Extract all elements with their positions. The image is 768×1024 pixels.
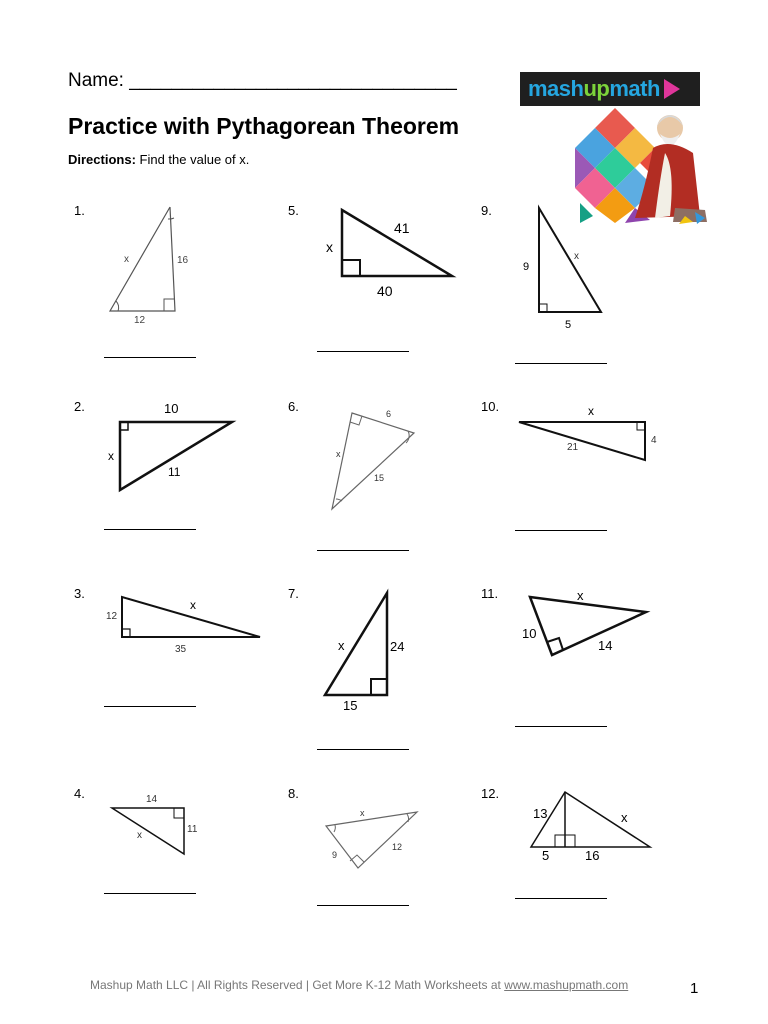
footer [90,978,628,992]
label-side: 15 [343,698,358,713]
footer-text: Mashup Math LLC | All Rights Reserved | Get More K-12 Math Worksheets at [90,978,505,992]
label-side: 11 [187,824,198,835]
problem-number: 5. [288,203,299,218]
label-side: 12 [106,611,118,622]
triangle-figure [103,585,268,660]
label-side: 12 [392,842,403,852]
answer-blank[interactable] [317,351,409,352]
label-side: 16 [585,848,600,863]
page-number: 1 [690,980,699,997]
answer-blank[interactable] [515,898,607,899]
label-side: 35 [175,644,187,655]
play-icon [664,79,680,99]
triangle-figure [312,585,417,720]
name-field[interactable]: Name: _______________________________ [68,70,457,91]
answer-blank[interactable] [317,550,409,551]
label-side: 40 [377,283,393,299]
triangle-figure [515,200,620,335]
triangle-figure [320,403,425,518]
label-x: x [621,810,628,825]
triangle-figure [100,200,190,325]
problem-number: 12. [481,786,500,801]
answer-blank[interactable] [104,706,196,707]
directions [68,152,249,167]
label-side: 9 [332,850,338,860]
label-x: x [326,239,333,255]
triangle-figure [517,780,662,865]
label-x: x [588,404,594,418]
triangle-figure [320,200,470,305]
triangle-figure [515,400,665,470]
label-side: 16 [177,255,189,266]
label-side: 9 [523,261,530,273]
label-x: x [360,808,365,818]
label-x: x [108,449,114,463]
label-side: 41 [394,220,410,236]
label-side: 11 [168,465,181,479]
label-side: 14 [146,794,158,805]
problem-number: 6. [288,399,299,414]
triangle-figure [320,800,425,875]
label-x: x [574,251,579,262]
label-side: 5 [565,319,572,331]
label-side: 12 [134,315,146,325]
triangle-figure [104,398,244,498]
label-x: x [338,638,345,653]
triangle-figure [104,784,204,864]
page-title: Practice with Pythagorean Theorem [68,113,460,139]
problem-number: 4. [74,786,85,801]
label-x: x [577,588,584,603]
answer-blank[interactable] [104,357,196,358]
problem-number: 11. [481,586,499,601]
problem-number: 9. [481,203,492,218]
problem-number: 1. [74,203,85,218]
problem-number: 7. [288,586,299,601]
answer-blank[interactable] [104,529,196,530]
answer-blank[interactable] [317,749,409,750]
problem-number: 8. [288,786,299,801]
answer-blank[interactable] [515,726,607,727]
label-side: 13 [533,806,548,821]
label-side: 14 [598,638,613,653]
label-side: 5 [542,848,550,863]
answer-blank[interactable] [317,905,409,906]
logo-part-c: math [609,76,660,101]
label-side: 24 [390,639,405,654]
label-side: 6 [386,409,392,419]
label-side: 10 [164,401,179,416]
problem-number: 10. [481,399,500,414]
logo-part-a: mash [528,76,584,101]
label-side: 21 [567,442,579,453]
footer-link[interactable]: www.mashupmath.com [504,978,629,992]
answer-blank[interactable] [515,530,607,531]
label-side: 10 [522,626,537,641]
label-x: x [190,598,196,612]
label-x: x [336,449,341,459]
problem-number: 3. [74,586,85,601]
logo-part-b: up [583,76,610,101]
triangle-figure [518,585,658,660]
directions-label: Directions: [68,152,136,167]
label-side: 4 [651,435,657,446]
label-side: 15 [374,473,385,483]
answer-blank[interactable] [104,893,196,894]
label-x: x [124,254,129,265]
problem-number: 2. [74,399,85,414]
label-x: x [137,830,142,841]
answer-blank[interactable] [515,363,607,364]
directions-text: Find the value of x. [135,152,250,167]
